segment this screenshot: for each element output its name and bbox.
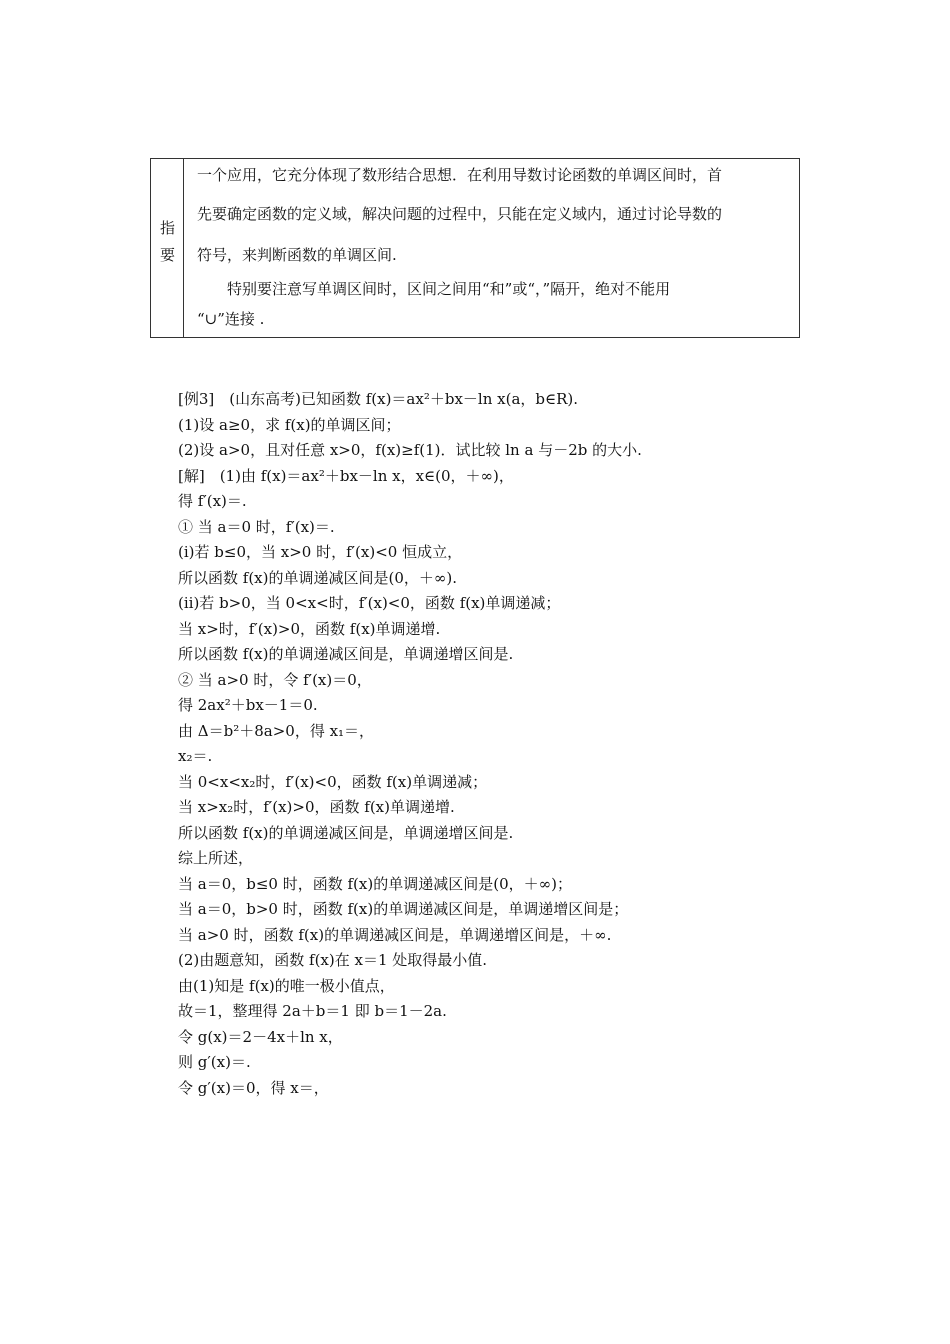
text-line: 令 g′(x)＝0，得 x＝，: [178, 1078, 329, 1097]
summary-line: “∪”连接 .: [197, 310, 265, 328]
text-line: 当 0<x<x₂时，f′(x)<0，函数 f(x)单调递减；: [178, 772, 488, 791]
text-line: (ⅰ)若 b≤0，当 x>0 时，f′(x)<0 恒成立，: [178, 543, 463, 561]
text-line: [解] (1)由 f(x)＝ax²＋bx－ln x，x∈(0，＋∞)，: [178, 466, 514, 485]
summary-box: [150, 158, 800, 338]
text-line: 令 g(x)＝2－4x＋ln x，: [178, 1027, 343, 1046]
text-line: (2)由题意知，函数 f(x)在 x＝1 处取得最小值.: [178, 951, 488, 969]
side-char: 要: [159, 246, 175, 264]
text-line: 所以函数 f(x)的单调递减区间是，单调递增区间是.: [178, 645, 514, 663]
text-line: 则 g′(x)＝.: [178, 1053, 251, 1071]
text-line: 由(1)知是 f(x)的唯一极小值点，: [178, 976, 395, 995]
text-line: 当 x>x₂时，f′(x)>0，函数 f(x)单调递增.: [178, 798, 455, 816]
text-line: 当 x>时，f′(x)>0，函数 f(x)单调递增.: [178, 619, 441, 638]
text-line: [例3] (山东高考)已知函数 f(x)＝ax²＋bx－ln x(a，b∈R).: [178, 390, 579, 408]
text-line: 当 a＝0，b≤0 时，函数 f(x)的单调递减区间是(0，＋∞)；: [178, 874, 572, 893]
text-line: 综上所述，: [178, 849, 254, 867]
text-line: ② 当 a>0 时，令 f′(x)＝0，: [178, 670, 372, 689]
text-line: 所以函数 f(x)的单调递减区间是，单调递增区间是.: [178, 823, 514, 842]
summary-side-label: [151, 159, 184, 337]
text-line: x₂＝.: [178, 747, 213, 765]
text-line: 当 a>0 时，函数 f(x)的单调递减区间是，单调递增区间是，＋∞.: [178, 925, 612, 944]
text-line: 得 f′(x)＝.: [178, 492, 247, 510]
text-line: (2)设 a>0，且对任意 x>0，f(x)≥f(1)．试比较 ln a 与－2b 的大小.: [178, 441, 642, 459]
text-line: 所以函数 f(x)的单调递减区间是(0，＋∞).: [178, 568, 457, 587]
summary-line: 符号，来判断函数的单调区间.: [197, 246, 397, 264]
solution-text: [178, 387, 778, 1101]
side-char: 指: [159, 219, 175, 237]
text-line: 故＝1，整理得 2a＋b＝1 即 b＝1－2a.: [178, 1002, 447, 1020]
summary-line: 特别要注意写单调区间时，区间之间用“和”或“，”隔开，绝对不能用: [197, 280, 671, 298]
text-line: (1)设 a≥0，求 f(x)的单调区间；: [178, 415, 401, 434]
summary-line: 先要确定函数的定义域，解决问题的过程中，只能在定义域内，通过讨论导数的: [197, 205, 723, 223]
text-line: 得 2ax²＋bx－1＝0.: [178, 696, 318, 714]
text-line: 由 Δ＝b²＋8a>0，得 x₁＝，: [178, 721, 375, 740]
text-line: 当 a＝0，b>0 时，函数 f(x)的单调递减区间是，单调递增区间是；: [178, 900, 629, 918]
text-line: ① 当 a＝0 时，f′(x)＝.: [178, 517, 335, 536]
text-line: (ⅱ)若 b>0，当 0<x<时，f′(x)<0，函数 f(x)单调递减；: [178, 594, 561, 612]
summary-line: 一个应用，它充分体现了数形结合思想．在利用导数讨论函数的单调区间时，首: [197, 166, 723, 184]
